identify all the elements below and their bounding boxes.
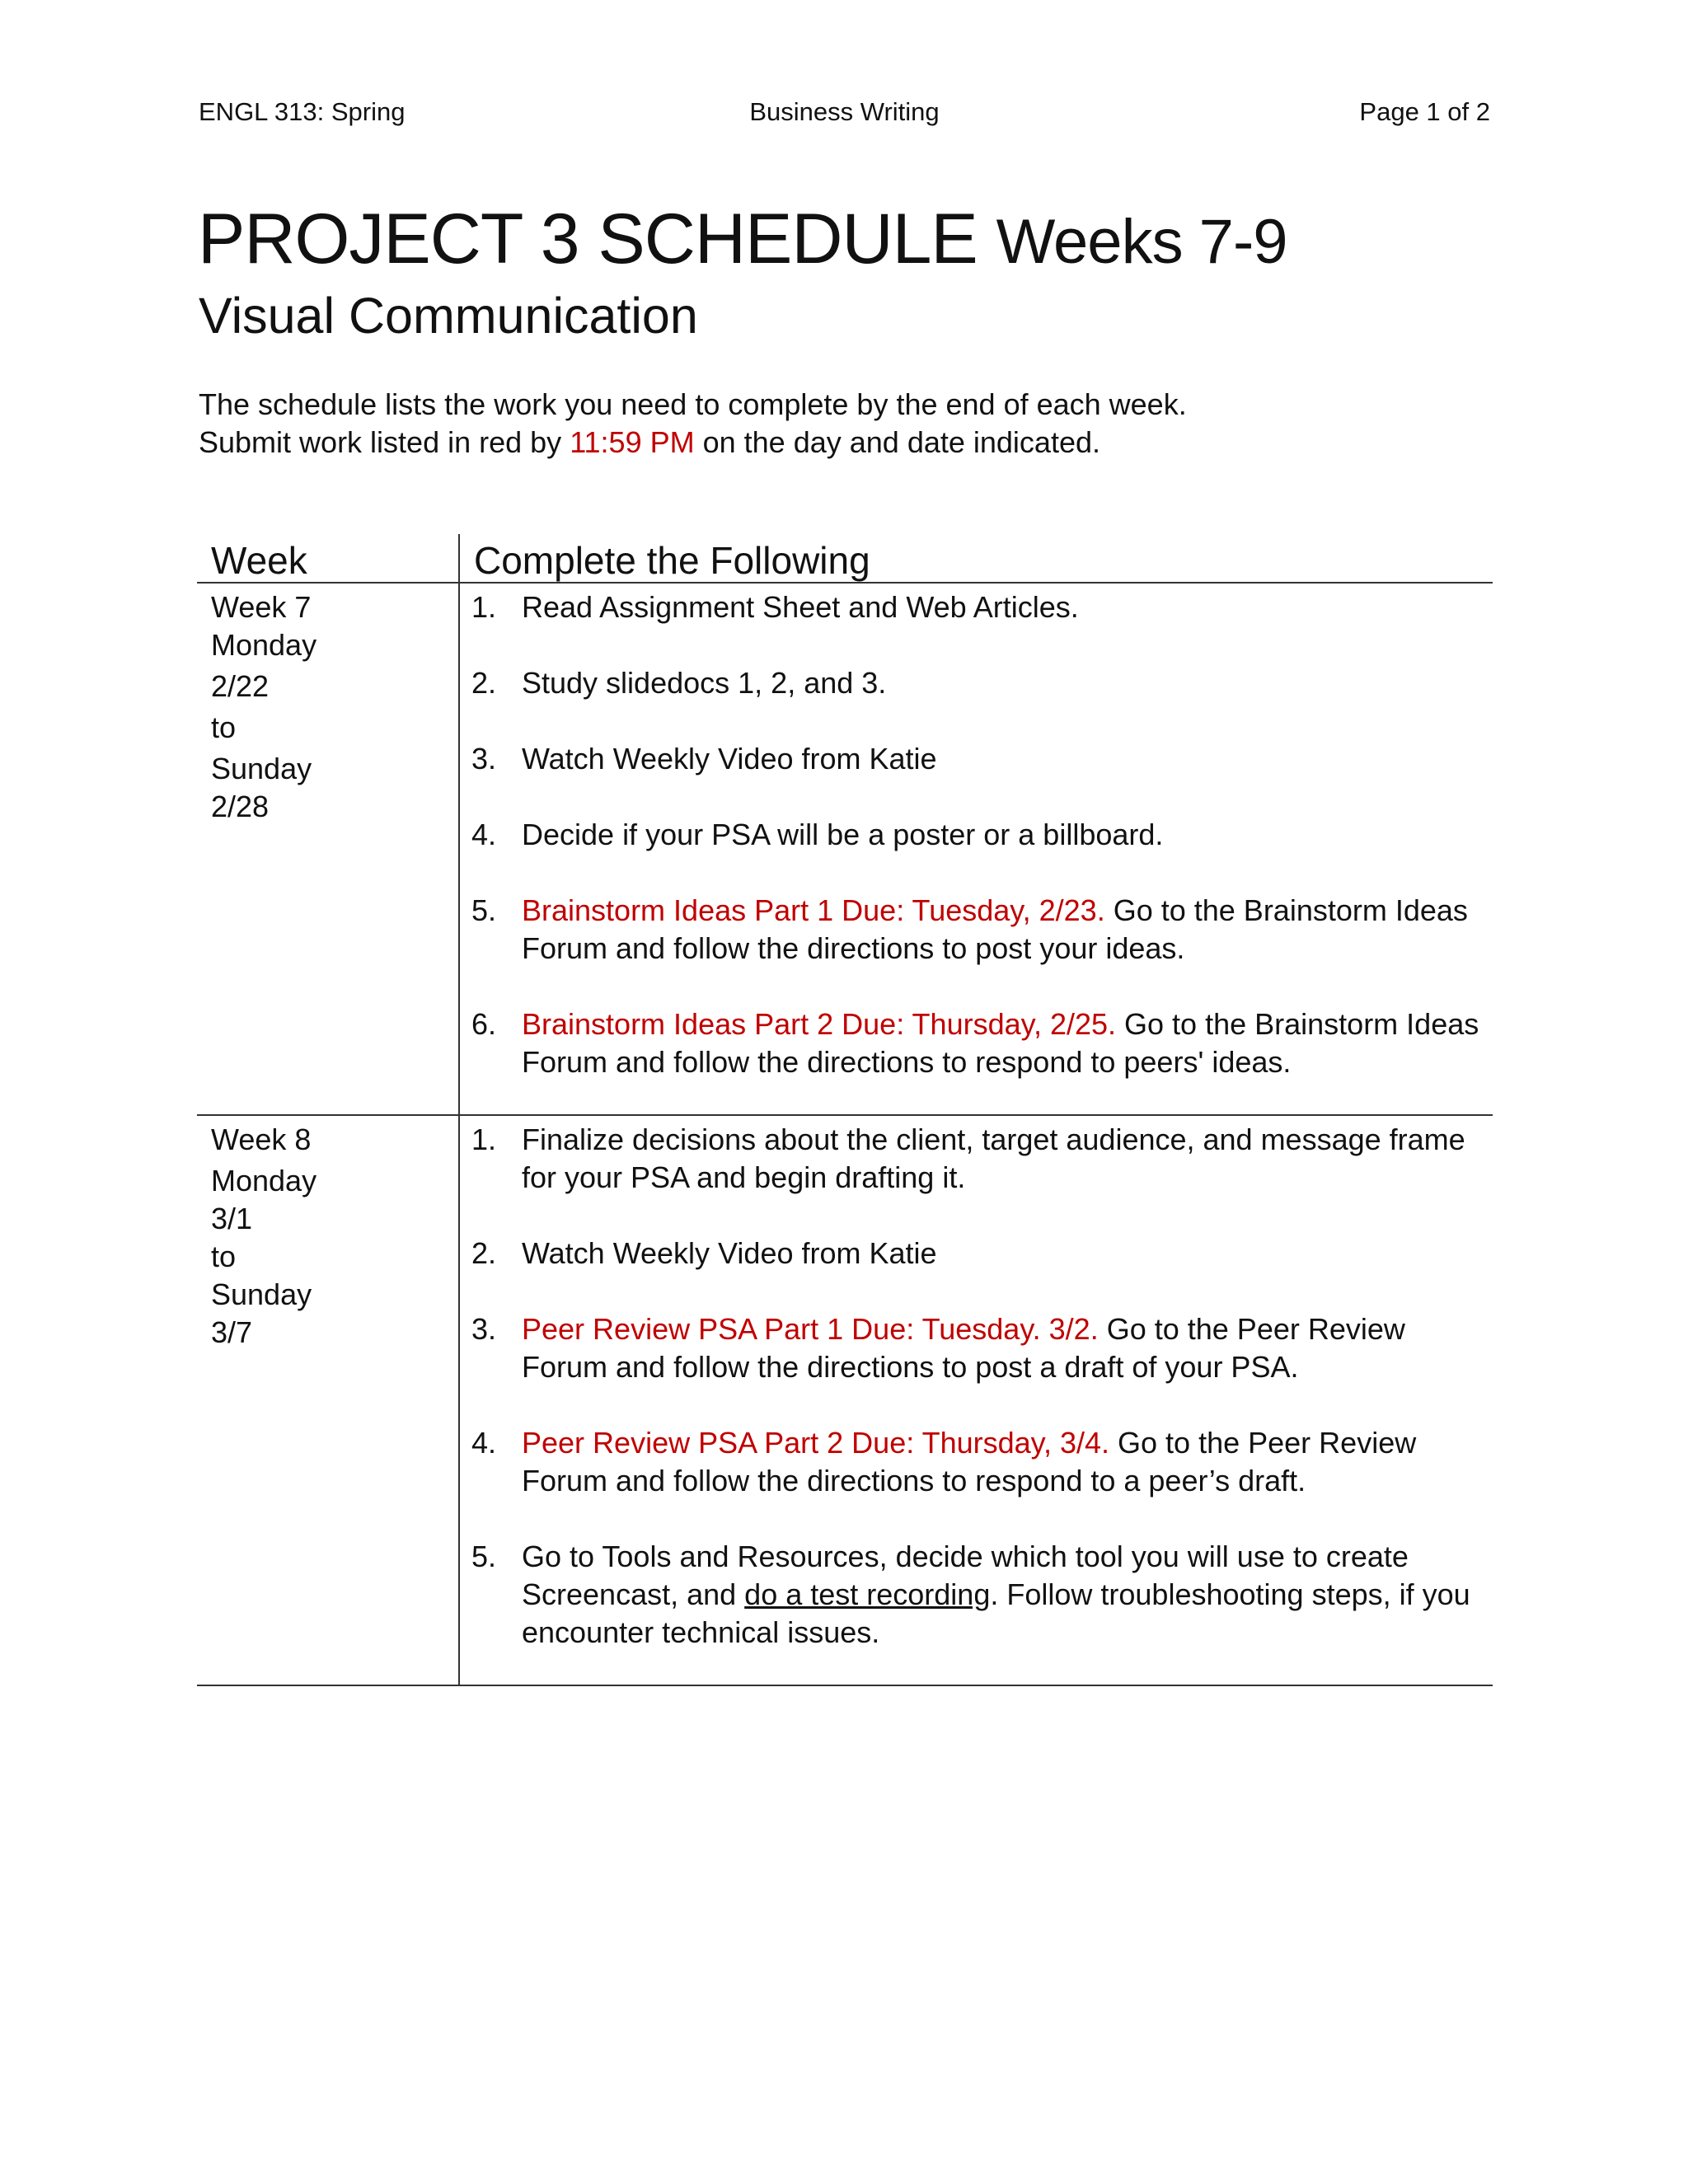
page-title	[198, 199, 1287, 279]
list-item: 3. Peer Review PSA Part 1 Due: Tuesday. 3/2. Go to the Peer Review Forum and follow the directions to post a draft of your PSA.	[471, 1312, 1405, 1384]
week-start-date: 2/22	[211, 669, 270, 703]
list-item: 5. Brainstorm Ideas Part 1 Due: Tuesday, 2/23. Go to the Brainstorm Ideas Forum and follow the directions to post your ideas.	[471, 893, 1468, 965]
list-item: 4. Decide if your PSA will be a poster or a billboard.	[471, 818, 1164, 851]
week-label: Week 8	[211, 1122, 312, 1156]
due-date-text: Peer Review PSA Part 2 Due: Thursday, 3/4.	[522, 1426, 1110, 1460]
list-item: 2. Watch Weekly Video from Katie	[471, 1236, 937, 1270]
intro-paragraph	[199, 386, 1484, 462]
week-label: Week 7	[211, 590, 312, 624]
task-cell	[459, 1115, 1493, 1685]
page-subtitle: Visual Communication	[199, 288, 698, 344]
week-end-day: Sunday	[211, 752, 312, 785]
week-cell	[197, 1115, 459, 1685]
table-row	[197, 583, 1493, 1115]
week-end-date: 2/28	[211, 790, 270, 823]
table-header-row	[197, 534, 1493, 583]
due-date-text: Brainstorm Ideas Part 1 Due: Tuesday, 2/23.	[522, 893, 1105, 927]
week-range-to: to	[211, 1240, 237, 1273]
task-list	[471, 1121, 1484, 1652]
week-start-day: Monday	[211, 1164, 317, 1197]
column-header-tasks: Complete the Following	[459, 534, 1493, 583]
week-end-date: 3/7	[211, 1315, 253, 1349]
title-main: PROJECT 3 SCHEDULE	[198, 199, 978, 279]
list-item: 6. Brainstorm Ideas Part 2 Due: Thursday, 2/25. Go to the Brainstorm Ideas Forum and follow the directions to respond to peers' ideas.	[471, 1007, 1479, 1079]
table-row	[197, 1115, 1493, 1685]
week-start-day: Monday	[211, 628, 317, 662]
list-item: 5. Go to Tools and Resources, decide which tool you will use to create Screencast, and do a test recording. Follow troubleshooting steps, if you encounter technical issues.	[471, 1540, 1470, 1649]
intro-line-2: Submit work listed in red by 11:59 PM on the day and date indicated.	[199, 425, 1100, 459]
task-cell	[459, 583, 1493, 1115]
list-item: 1. Read Assignment Sheet and Web Articles.	[471, 590, 1079, 624]
intro-line-1: The schedule lists the work you need to complete by the end of each week.	[199, 387, 1187, 421]
list-item: 3. Watch Weekly Video from Katie	[471, 742, 937, 776]
week-cell	[197, 583, 459, 1115]
test-recording-link[interactable]: do a test recording	[744, 1577, 991, 1611]
header-page-number: Page 1 of 2	[1359, 97, 1490, 126]
running-header	[199, 97, 1490, 134]
column-header-week: Week	[197, 534, 459, 583]
list-item: 1. Finalize decisions about the client, target audience, and message frame for your PSA and begin drafting it.	[471, 1122, 1465, 1194]
title-weeks: Weeks 7-9	[996, 207, 1287, 277]
task-list	[471, 588, 1484, 1081]
schedule-table	[197, 534, 1493, 1686]
due-date-text: Brainstorm Ideas Part 2 Due: Thursday, 2/25.	[522, 1007, 1117, 1041]
deadline-time: 11:59 PM	[570, 425, 695, 459]
week-end-day: Sunday	[211, 1277, 312, 1311]
week-range-to: to	[211, 710, 237, 744]
list-item: 4. Peer Review PSA Part 2 Due: Thursday, 3/4. Go to the Peer Review Forum and follow the directions to respond to a peer’s draft.	[471, 1426, 1417, 1497]
week-start-date: 3/1	[211, 1202, 253, 1235]
header-subject: Business Writing	[749, 97, 940, 126]
list-item: 2. Study slidedocs 1, 2, and 3.	[471, 666, 887, 700]
due-date-text: Peer Review PSA Part 1 Due: Tuesday. 3/2.	[522, 1312, 1099, 1346]
header-course: ENGL 313: Spring	[199, 97, 406, 126]
